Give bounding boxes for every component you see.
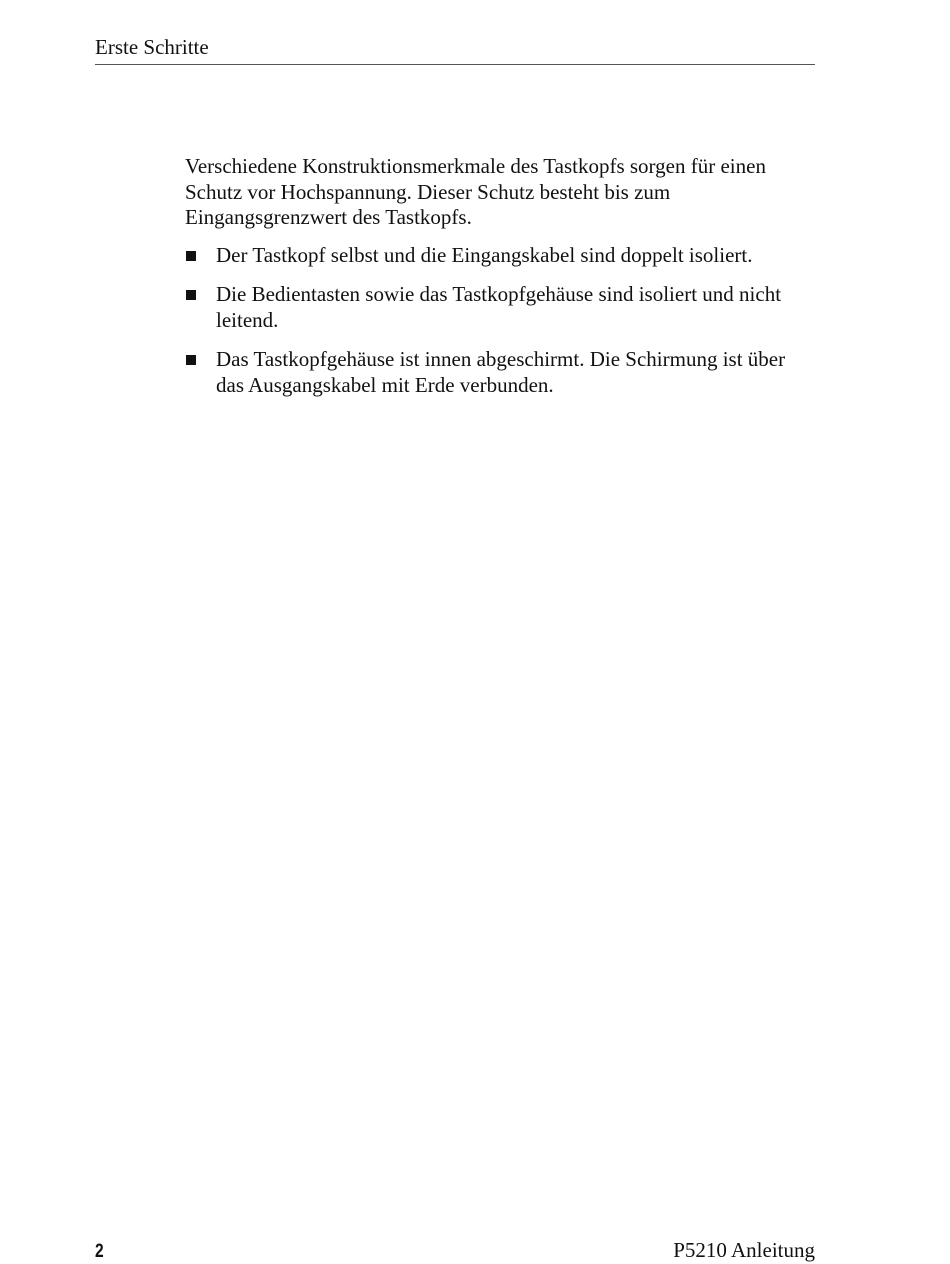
square-bullet-icon [186, 290, 196, 300]
list-item-text: Das Tastkopfgehäuse ist innen abgeschirmt. Die Schirmung ist über das Ausgangskabel mit Erde verbunden. [216, 347, 786, 397]
list-item [185, 347, 815, 398]
square-bullet-icon [186, 251, 196, 261]
list-item [185, 243, 815, 269]
list-item [185, 282, 815, 333]
feature-list [185, 243, 815, 399]
list-item-text: Die Bedientasten sowie das Tastkopfgehäuse sind isoliert und nicht leitend. [216, 282, 782, 332]
intro-paragraph: Verschiedene Konstruktionsmerkmale des Tastkopfs sorgen für einen Schutz vor Hochspannung. Dieser Schutz besteht bis zum Eingangsgrenzwert des Tastkopfs. [185, 154, 766, 229]
body-content [185, 154, 815, 412]
page-number: 2 [95, 1241, 104, 1262]
square-bullet-icon [186, 355, 196, 365]
section-title: Erste Schritte [95, 35, 209, 59]
manual-title: P5210 Anleitung [673, 1238, 815, 1262]
list-item-text: Der Tastkopf selbst und die Eingangskabel sind doppelt isoliert. [216, 242, 753, 267]
running-header [95, 34, 815, 65]
